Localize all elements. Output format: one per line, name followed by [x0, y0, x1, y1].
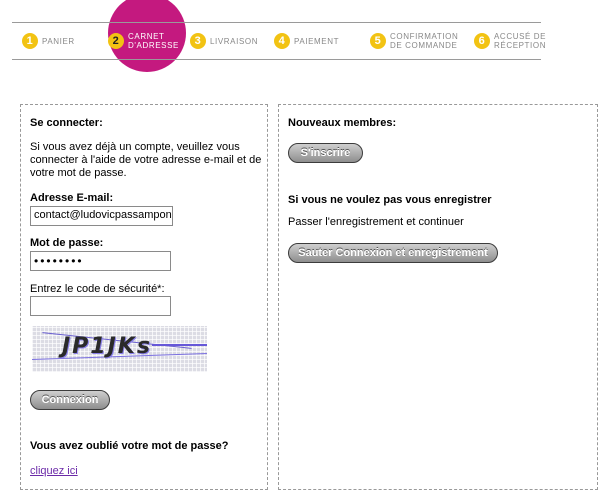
step-number-3: 3	[190, 33, 206, 49]
email-field[interactable]: contact@ludovicpassampon	[30, 206, 173, 226]
login-title: Se connecter:	[30, 117, 103, 129]
step-label: CONFIRMATION DE COMMANDE	[390, 32, 459, 50]
step-label: LIVRAISON	[210, 36, 259, 46]
step-accuse-reception[interactable]	[474, 30, 546, 52]
step-label: PANIER	[42, 36, 75, 46]
signup-button[interactable]: S'inscrire	[288, 143, 363, 163]
step-label: PAIEMENT	[294, 36, 340, 46]
email-label: Adresse E-mail:	[30, 192, 114, 204]
login-intro-line3: votre mot de passe.	[30, 167, 127, 179]
password-field[interactable]: ••••••••	[30, 251, 171, 271]
steps-top-divider	[12, 22, 541, 23]
login-intro-line1: Si vous avez déjà un compte, veuillez vous	[30, 141, 240, 153]
security-code-label: Entrez le code de sécurité*:	[30, 283, 165, 295]
step-label: CARNET D'ADRESSE	[128, 32, 179, 50]
step-number-4: 4	[274, 33, 290, 49]
captcha-noise	[152, 344, 207, 346]
register-title: Nouveaux membres:	[288, 117, 397, 129]
skip-registration-text: Passer l'enregistrement et continuer	[288, 216, 464, 228]
step-confirmation[interactable]	[370, 30, 458, 52]
step-label: ACCUSÉ DE RÉCEPTION	[494, 32, 547, 50]
captcha-code: JP1JKs	[62, 334, 152, 359]
step-number-2: 2	[108, 33, 124, 49]
login-button[interactable]: Connexion	[30, 390, 110, 410]
step-paiement[interactable]	[274, 30, 339, 52]
step-number-1: 1	[22, 33, 38, 49]
step-number-6: 6	[474, 33, 490, 49]
checkout-steps	[12, 0, 547, 72]
step-panier[interactable]	[22, 30, 75, 52]
step-number-5: 5	[370, 33, 386, 49]
password-label: Mot de passe:	[30, 237, 104, 249]
skip-registration-button[interactable]: Sauter Connexion et enregistrement	[288, 243, 498, 263]
login-intro-line2: connecter à l'aide de votre adresse e-mail et de	[30, 154, 262, 166]
captcha-image	[32, 326, 207, 372]
forgot-password-title: Vous avez oublié votre mot de passe?	[30, 440, 229, 452]
forgot-password-link[interactable]: cliquez ici	[30, 465, 78, 477]
steps-bottom-divider	[12, 59, 541, 60]
step-livraison[interactable]	[190, 30, 258, 52]
security-code-input[interactable]	[30, 296, 171, 316]
skip-registration-title: Si vous ne voulez pas vous enregistrer	[288, 194, 492, 206]
step-carnet-adresse[interactable]	[108, 30, 179, 52]
